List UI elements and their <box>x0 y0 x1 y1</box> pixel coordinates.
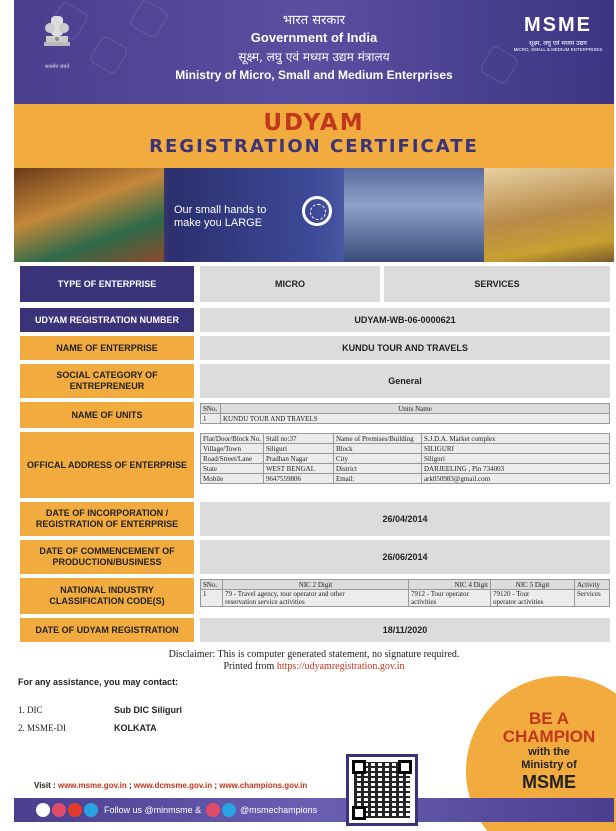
registration-label: UDYAM REGISTRATION NUMBER <box>20 308 194 332</box>
address-cell: City <box>333 454 421 464</box>
social-category-value: General <box>200 364 610 398</box>
industry-photo <box>484 168 614 262</box>
type-label: TYPE OF ENTERPRISE <box>20 266 194 302</box>
address-table-row <box>201 454 610 464</box>
address-cell: Siliguri <box>263 444 333 454</box>
tagline-line-2: make you LARGE <box>174 217 263 229</box>
units-label: NAME OF UNITS <box>20 402 194 428</box>
type-row <box>14 266 614 302</box>
address-cell: SILIGURI <box>421 444 609 454</box>
nic-5digit-line-1: 79120 - Tour <box>493 590 530 598</box>
address-cell: Email: <box>333 474 421 484</box>
dcmsme-site-link[interactable]: www.dcmsme.gov.in <box>133 781 213 790</box>
units-sno: 1 <box>201 414 221 424</box>
commencement-row <box>14 540 614 574</box>
sep-2: ; <box>212 781 220 790</box>
champions-handle[interactable]: @msmechampions <box>240 805 318 815</box>
nic-4digit <box>409 590 491 607</box>
incorporation-label-line-1: DATE OF INCORPORATION / <box>45 508 169 518</box>
nic-head-activity: Activity <box>575 580 610 590</box>
instagram-icon[interactable] <box>52 803 66 817</box>
printed-from-label: Printed from <box>223 661 277 672</box>
incorporation-row <box>14 502 614 536</box>
address-cell: Flat/Door/Block No. <box>201 434 264 444</box>
nic-head-2digit: NIC 2 Digit <box>223 580 409 590</box>
banner-tagline <box>174 204 266 230</box>
visit-links <box>34 781 307 790</box>
social-category-row <box>14 364 614 398</box>
nic-label-line-1: NATIONAL INDUSTRY <box>60 585 154 595</box>
address-cell: Block <box>333 444 421 454</box>
incorporation-value: 26/04/2014 <box>200 502 610 536</box>
address-cell: S.J.D.A. Market complex <box>421 434 609 444</box>
udyam-date-label: DATE OF UDYAM REGISTRATION <box>20 618 194 642</box>
nic-activity: Services <box>575 590 610 607</box>
address-cell: Stall no:37 <box>263 434 333 444</box>
follow-bar <box>14 798 614 822</box>
registration-row <box>14 308 614 332</box>
address-cell: Mobile <box>201 474 264 484</box>
contact-key-msme-di: 2. MSME-DI <box>18 723 67 733</box>
address-row <box>14 432 614 498</box>
msme-logo-hindi: सूक्ष्म, लघु एवं मध्यम उद्यम <box>529 40 587 47</box>
nic-4digit-line-2: activities <box>411 598 437 606</box>
address-cell: 9647559806 <box>263 474 333 484</box>
social-category-label <box>20 364 194 398</box>
nic-table <box>200 579 610 607</box>
registration-value: UDYAM-WB-06-0000621 <box>200 308 610 332</box>
certificate-title: REGISTRATION CERTIFICATE <box>149 136 479 157</box>
udyam-date-row <box>14 618 614 642</box>
address-label: OFFICAL ADDRESS OF ENTERPRISE <box>20 432 194 498</box>
header-banner <box>14 0 614 104</box>
commencement-label-line-1: DATE OF COMMENCEMENT OF <box>39 546 175 556</box>
address-cell: DARJEELING , Pin 734003 <box>421 464 609 474</box>
address-table-row <box>201 434 610 444</box>
sep-1: ; <box>126 781 134 790</box>
enterprise-name-value: KUNDU TOUR AND TRAVELS <box>200 336 610 360</box>
nic-head-sno: SNo. <box>201 580 223 590</box>
qr-code <box>346 754 418 826</box>
nic-row <box>14 578 614 614</box>
msme-logo-text: MSME <box>524 14 592 36</box>
incorporation-label-line-2: REGISTRATION OF ENTERPRISE <box>35 519 179 529</box>
champion-line-3: with the <box>528 746 570 758</box>
address-cell: Road/Street/Lane <box>201 454 264 464</box>
address-table-row <box>201 444 610 454</box>
champion-line-1: BE A <box>529 709 569 728</box>
ministry-title: Ministry of Micro, Small and Medium Enterprises <box>175 68 453 82</box>
enterprise-name-label: NAME OF ENTERPRISE <box>20 336 194 360</box>
msme-logo-sub: MICRO, SMALL & MEDIUM ENTERPRISES <box>513 47 603 52</box>
hindi-ministry: सूक्ष्म, लघु एवं मध्यम उद्यम मंत्रालय <box>238 50 390 64</box>
instagram-icon-2[interactable] <box>206 803 220 817</box>
qr-corner-tr <box>398 760 412 774</box>
units-table <box>200 403 610 424</box>
government-title: Government of India <box>250 30 378 45</box>
contact-key-dic: 1. DIC <box>18 705 43 715</box>
nic-label-line-2: CLASSIFICATION CODE(S) <box>49 596 165 606</box>
qr-corner-tl <box>352 760 366 774</box>
artisan-photo <box>14 168 164 262</box>
msme-logo <box>508 14 608 52</box>
photo-banner <box>14 168 614 262</box>
contact-value-dic: Sub DIC Siliguri <box>114 705 183 715</box>
assistance-heading: For any assistance, you may contact: <box>18 677 179 687</box>
champion-line-2: CHAMPION <box>502 727 596 746</box>
national-emblem-icon <box>38 14 76 68</box>
address-cell: WEST BENGAL <box>263 464 333 474</box>
nic-2digit-line-2: reservation service activities <box>225 598 305 606</box>
enterprise-name-row <box>14 336 614 360</box>
champions-site-link[interactable]: www.champions.gov.in <box>219 781 308 790</box>
nic-label <box>20 578 194 614</box>
champion-line-4: Ministry of <box>521 759 577 771</box>
printed-from <box>14 661 614 672</box>
social-label-line-1: SOCIAL CATEGORY OF <box>56 370 158 380</box>
title-band <box>14 104 614 168</box>
nic-2digit-line-1: 79 - Travel agency, tour operator and other <box>225 590 345 598</box>
address-cell: Name of Premises/Building <box>333 434 421 444</box>
nic-head-5digit: NIC 5 Digit <box>491 580 575 590</box>
nic-5digit-line-2: operator activities <box>493 598 544 606</box>
qr-corner-bl <box>352 806 366 820</box>
address-cell: ark050983@gmail.com <box>421 474 609 484</box>
address-cell: Pradhan Nagar <box>263 454 333 464</box>
commencement-label-line-2: PRODUCTION/BUSINESS <box>52 557 162 567</box>
udyam-title: UDYAM <box>263 110 365 136</box>
contact-value-msme-di: KOLKATA <box>114 723 157 733</box>
twitter-icon[interactable] <box>84 803 98 817</box>
address-cell: District <box>333 464 421 474</box>
social-label-line-2: ENTREPRENEUR <box>69 381 145 391</box>
facebook-icon[interactable] <box>36 803 50 817</box>
units-head-name: Units Name <box>221 404 610 414</box>
office-photo <box>344 168 484 262</box>
nic-4digit-line-1: 7912 - Tour operator <box>411 590 469 598</box>
emblem-caption: सत्यमेव जयते <box>44 64 70 70</box>
disclaimer-text: Disclaimer: This is computer generated statement, no signature required. <box>168 649 460 660</box>
units-name: KUNDU TOUR AND TRAVELS <box>221 414 610 424</box>
incorporation-label <box>20 502 194 536</box>
follow-text: Follow us @minmsme & <box>104 805 202 815</box>
nic-head-4digit: NIC 4 Digit <box>409 580 491 590</box>
champion-line-5: MSME <box>522 772 576 792</box>
visit-label: Visit : <box>34 781 58 790</box>
twitter-icon-2[interactable] <box>222 803 236 817</box>
chakra-icon <box>302 196 332 226</box>
nic-sno: 1 <box>201 590 223 607</box>
commencement-value: 26/06/2014 <box>200 540 610 574</box>
nic-5digit <box>491 590 575 607</box>
nic-2digit <box>223 590 409 607</box>
units-row <box>14 402 614 428</box>
address-cell: Siliguri <box>421 454 609 464</box>
msme-site-link[interactable]: www.msme.gov.in <box>57 781 127 790</box>
udyam-date-value: 18/11/2020 <box>200 618 610 642</box>
hindi-government: भारत सरकार <box>282 13 346 28</box>
address-table-row <box>201 474 610 484</box>
type-value-secondary: SERVICES <box>384 266 610 302</box>
commencement-label <box>20 540 194 574</box>
youtube-icon[interactable] <box>68 803 82 817</box>
address-table-row <box>201 464 610 474</box>
tagline-line-1: Our small hands to <box>174 204 267 216</box>
address-cell: Village/Town <box>201 444 264 454</box>
udyam-link[interactable]: https://udyamregistration.gov.in <box>276 661 405 672</box>
address-table <box>200 433 610 484</box>
type-value: MICRO <box>200 266 380 302</box>
champion-text <box>482 710 616 792</box>
units-head-sno: SNo. <box>201 404 221 414</box>
address-cell: State <box>201 464 264 474</box>
